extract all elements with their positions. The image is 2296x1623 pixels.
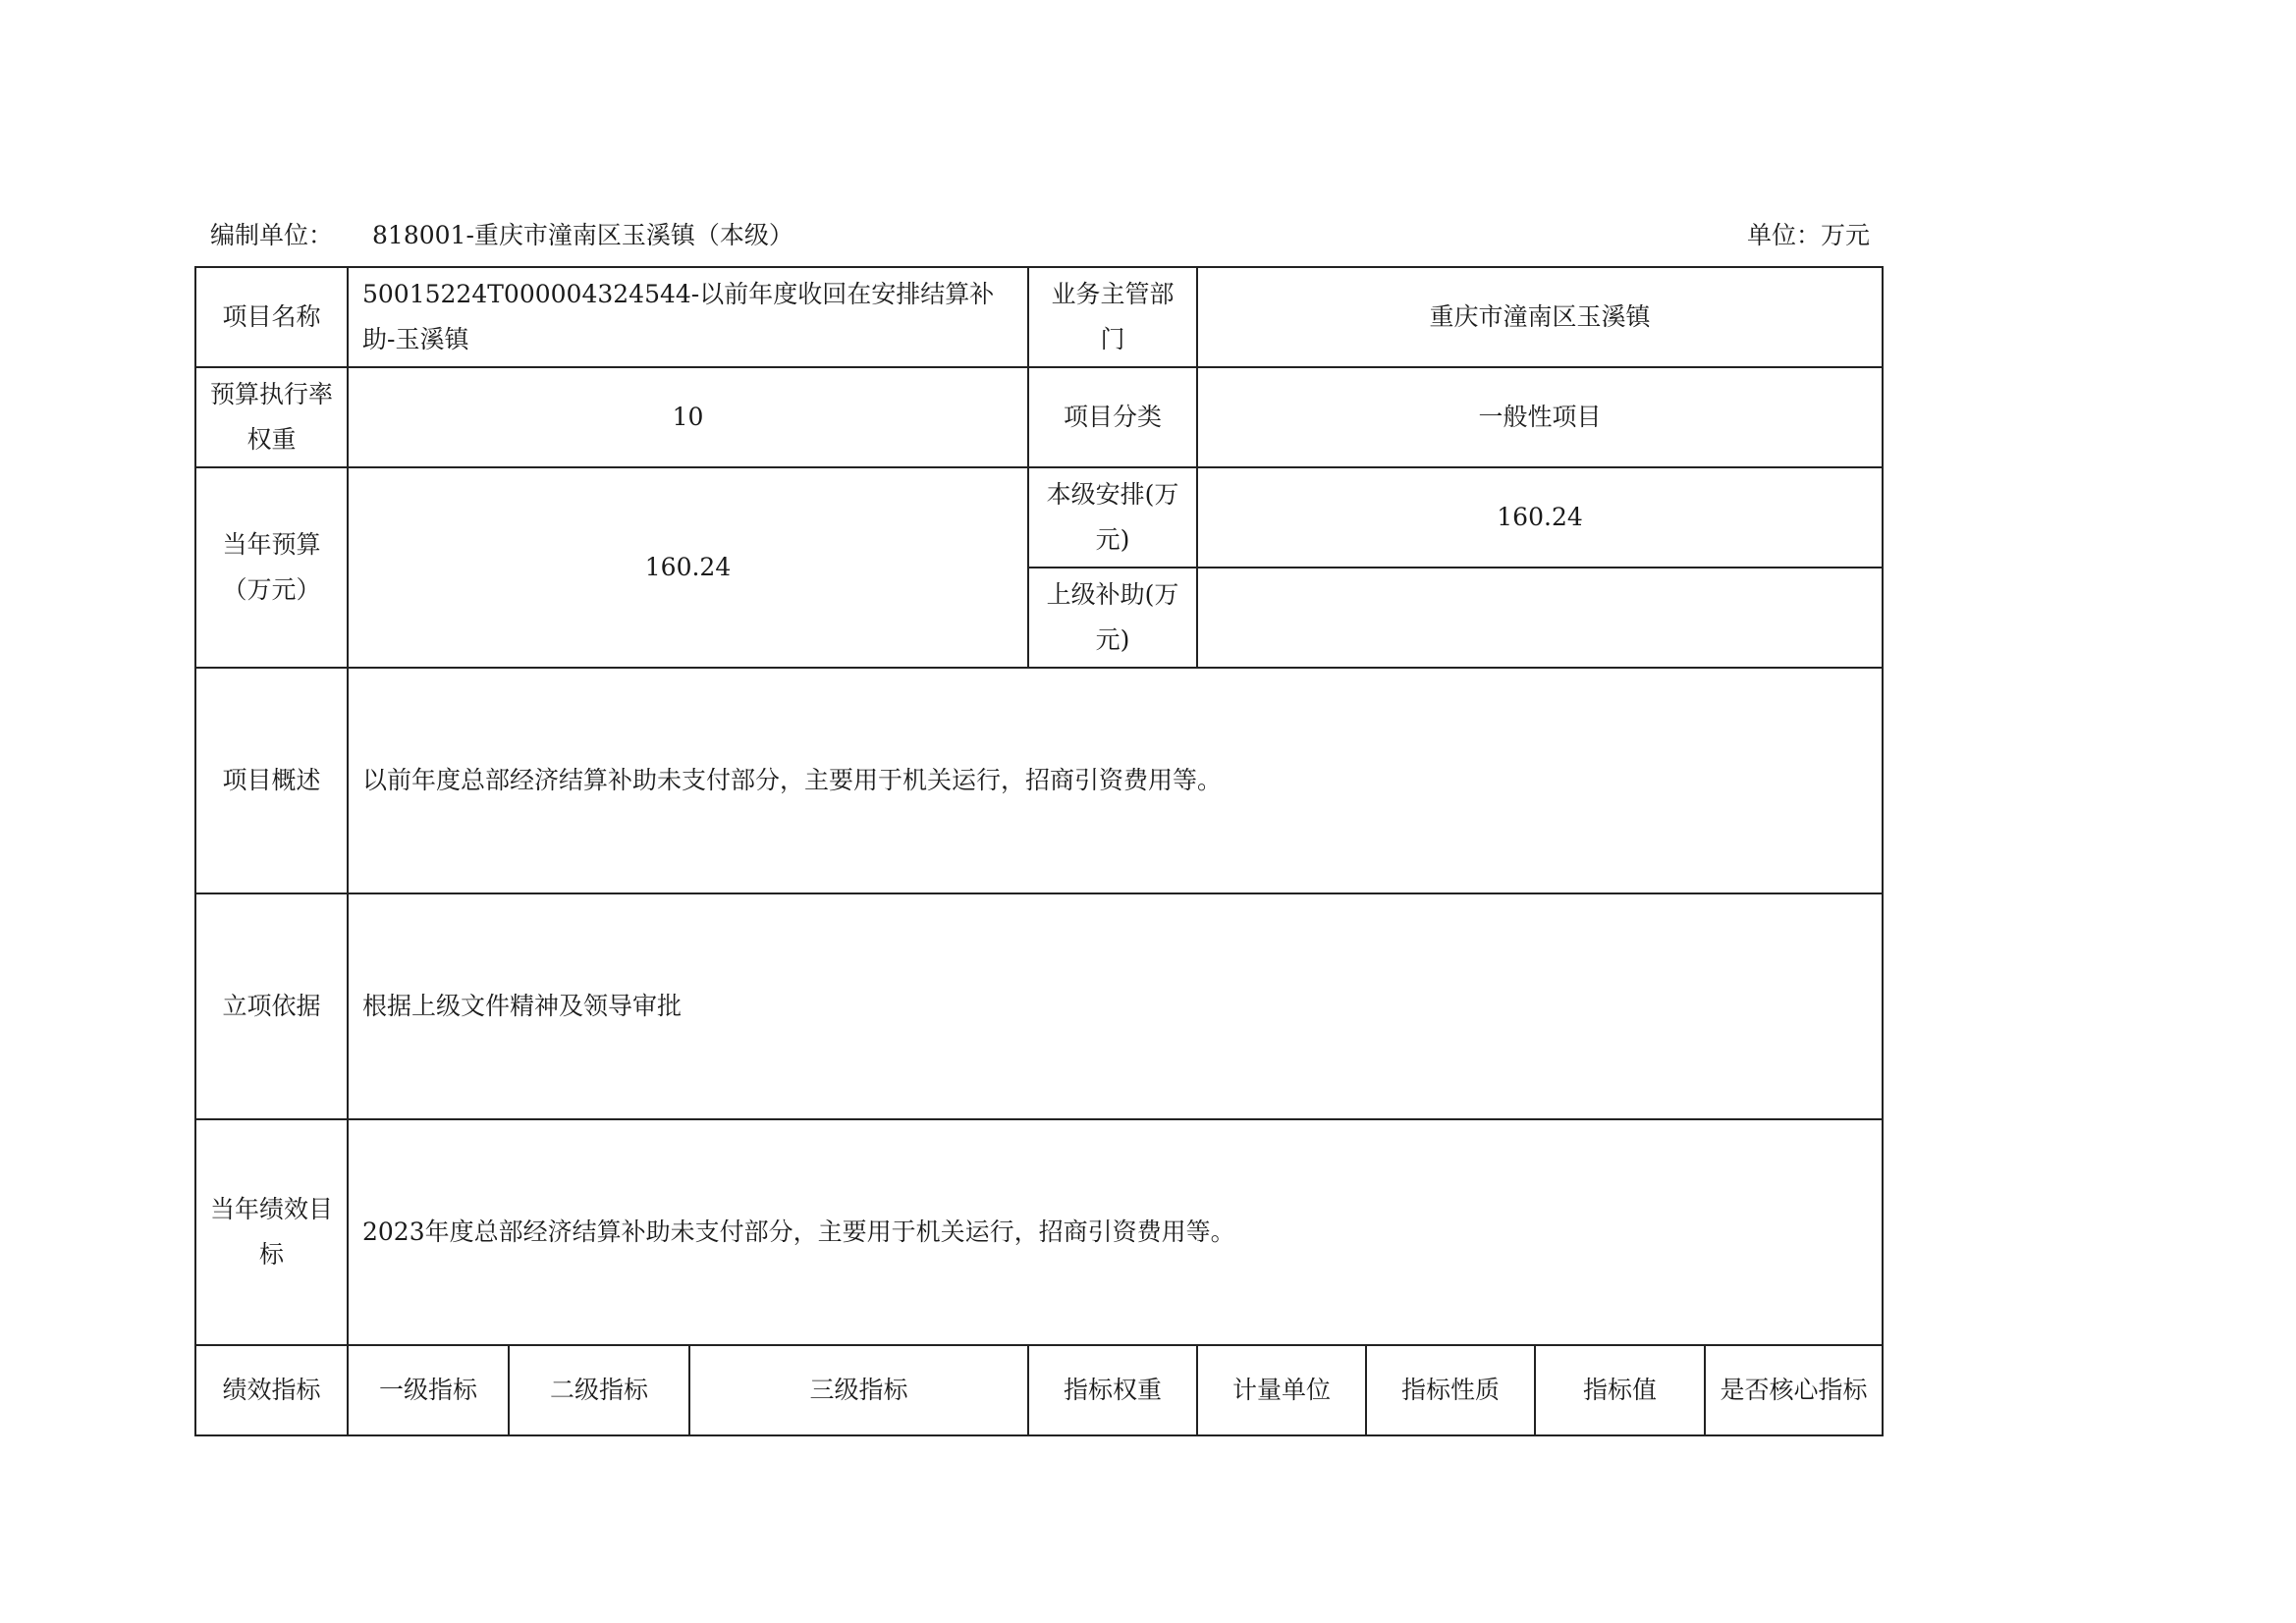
org-line xyxy=(210,216,793,251)
overview-value: 以前年度总部经济结算补助未支付部分，主要用于机关运行，招商引资费用等。 xyxy=(348,668,1883,893)
row-budget-local xyxy=(195,467,1883,568)
row-goal xyxy=(195,1119,1883,1345)
category-value: 一般性项目 xyxy=(1197,367,1883,467)
indicator-header: 二级指标 xyxy=(509,1345,689,1435)
org-label: 编制单位： xyxy=(210,221,334,249)
goal-label: 当年绩效目标 xyxy=(195,1119,348,1345)
goal-value: 2023年度总部经济结算补助未支付部分，主要用于机关运行，招商引资费用等。 xyxy=(348,1119,1883,1345)
row-project-name xyxy=(195,267,1883,367)
indicator-header: 计量单位 xyxy=(1197,1345,1366,1435)
local-value: 160.24 xyxy=(1197,467,1883,568)
project-name-value: 50015224T000004324544-以前年度收回在安排结算补助-玉溪镇 xyxy=(348,267,1028,367)
project-name-label: 项目名称 xyxy=(195,267,348,367)
dept-label: 业务主管部门 xyxy=(1028,267,1197,367)
indicator-header: 是否核心指标 xyxy=(1705,1345,1883,1435)
exec-weight-value: 10 xyxy=(348,367,1028,467)
indicator-header: 三级指标 xyxy=(689,1345,1028,1435)
project-performance-table xyxy=(194,266,1884,1436)
row-overview xyxy=(195,668,1883,893)
overview-label: 项目概述 xyxy=(195,668,348,893)
unit-text: 单位：万元 xyxy=(1746,221,1870,249)
upper-value xyxy=(1197,568,1883,668)
indicator-header: 指标值 xyxy=(1535,1345,1705,1435)
exec-weight-label: 预算执行率权重 xyxy=(195,367,348,467)
budget-label: 当年预算（万元） xyxy=(195,467,348,668)
org-value: 818001-重庆市潼南区玉溪镇（本级） xyxy=(372,221,793,249)
indicator-header: 一级指标 xyxy=(348,1345,509,1435)
row-basis xyxy=(195,893,1883,1119)
row-exec-weight xyxy=(195,367,1883,467)
local-label: 本级安排(万元) xyxy=(1028,467,1197,568)
page-header xyxy=(210,210,1870,253)
basis-value: 根据上级文件精神及领导审批 xyxy=(348,893,1883,1119)
category-label: 项目分类 xyxy=(1028,367,1197,467)
basis-label: 立项依据 xyxy=(195,893,348,1119)
indicator-header: 指标性质 xyxy=(1366,1345,1535,1435)
row-indicator-headers xyxy=(195,1345,1883,1435)
budget-value: 160.24 xyxy=(348,467,1028,668)
dept-value: 重庆市潼南区玉溪镇 xyxy=(1197,267,1883,367)
indicator-header: 绩效指标 xyxy=(195,1345,348,1435)
indicator-header: 指标权重 xyxy=(1028,1345,1197,1435)
upper-label: 上级补助(万元) xyxy=(1028,568,1197,668)
